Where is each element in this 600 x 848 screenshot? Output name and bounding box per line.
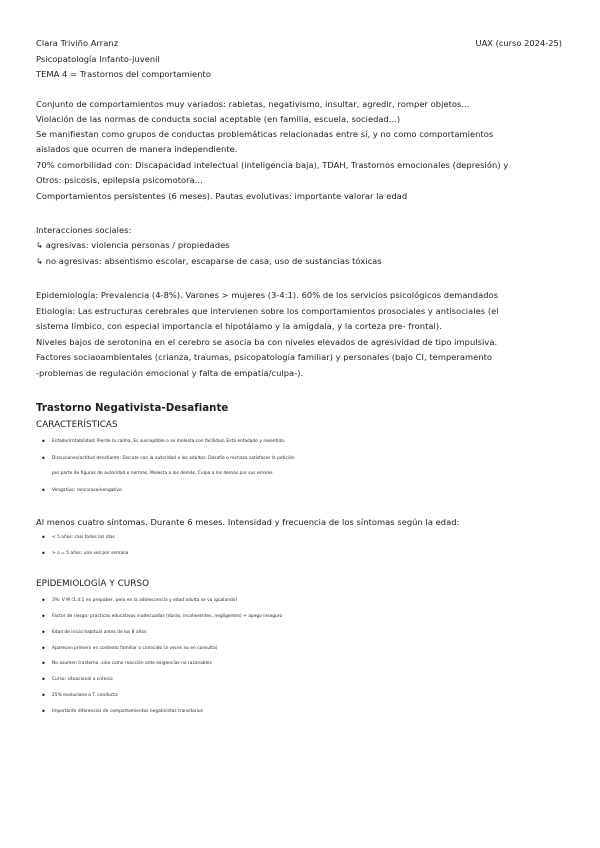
list-item: • 3%: V M (1.4:1 en prepúber, pero en la adolescencia y edad adulta se va igualando) [36,593,582,609]
list-item-continuation: por parte de figuras de autoridad o normas, Molesta a los demás, Culpa a los demás por sus errores. [52,471,274,476]
list-item: • Vengativo: rencoroso/vengativo [36,483,582,499]
social-item: ↳ no agresivas: absentismo escolar, escaparse de casa, uso de sustancias tóxicas [36,256,382,266]
intro-line: Conjunto de comportamientos muy variados: rabietas, negativismo, insultar, agredir, romper objetos... [36,99,470,109]
author-name: Clara Triviño Arranz [36,38,119,48]
epi-text-line: Factores sociaoambientales (crianza, traumas, psicopatología familiar) y personales (bajo CI, temperamento [36,352,493,362]
intro-line: aislados que ocurren de manera independiente. [36,144,238,154]
intro-line: Otros: psicosis, epilepsia psicomotora... [36,175,203,185]
list-item: • 25% evoluciona a T. conducta [36,688,582,704]
subsection-heading: EPIDEMIOLOGÍA Y CURSO [36,579,150,589]
list-item: • > o = 5 años: una vez por semana [36,546,582,562]
subsection-heading: CARACTERÍSTICAS [36,420,118,430]
intro-line: Se manifiestan como grupos de conductas problemáticas relacionadas entre sí, y no como comportamientos [36,129,494,139]
topic-title: TEMA 4 = Trastornos del comportamiento [36,69,211,79]
social-item: ↳ agresivas: violencia personas / propiedades [36,240,230,250]
list-item: • Edad de inicio habitual antes de los 8 años [36,625,582,641]
epi-text-line: -problemas de regulación emocional y falta de empatía/culpa-). [36,368,304,378]
epi-text-line: Etiología: Las estructuras cerebrales que intervienen sobre los comportamientos prosociales y antisociales (el [36,306,499,316]
section-heading: Trastorno Negativista-Desafiante [36,403,229,414]
list-item: • Aparecen primero en contexto familiar o conocido (a veces no en consulta) [36,641,582,657]
list-item: • Factor de riesgo: prácticas educativas inadecuadas (duras, incoherentes, negligentes) + apego inseguro [36,609,582,625]
intro-line: 70% comorbilidad con: Discapacidad intelectual (inteligencia baja), TDAH, Trastornos emocionales (depresión) y [36,160,509,170]
list-item: • Enfado/irritabilidad: Pierde la calma, Es susceptible o se molesta con facilidad, Está enfadado y resentido. [36,434,582,450]
course-label: UAX (curso 2024-25) [475,38,562,48]
criteria-intro: Al menos cuatro síntomas. Durante 6 meses. Intensidad y frecuencia de los síntomas según la edad: [36,517,460,527]
list-item: • Discusiones/actitud desafiante: Discute con la autoridad o los adultos, Desafía o rechaza satisfacer la petición [36,451,582,467]
list-item: • Curso: situacional o crónico [36,672,582,688]
intro-line: Violación de las normas de conducta social aceptable (en familia, escuela, sociedad...) [36,114,401,124]
epi-text-line: Epidemiología: Prevalencia (4-8%). Varones > mujeres (3-4:1). 60% de los servicios psicológicos demandados [36,290,499,300]
list-item: • < 5 años: casi todos los días [36,530,582,546]
epi-text-line: sistema límbico, con especial importancia el hipotálamo y la amígdala, y la corteza pre- frontal). [36,321,442,331]
intro-line: Comportamientos persistentes (6 meses). Pautas evolutivas: importante valorar la edad [36,191,408,201]
social-title: Interacciones sociales: [36,225,132,235]
epi-text-line: Niveles bajos de serotonina en el cerebro se asocia ba con niveles elevados de agresividad de tipo impulsiva. [36,337,498,347]
list-item: • Importante diferenciar de comportamientos negativistas transitorios [36,704,582,720]
subject-title: Psicopatología Infanto-juvenil [36,54,160,64]
list-item: • No asumen trastorno, sino como reacción ante exigencias no razonables [36,656,582,672]
